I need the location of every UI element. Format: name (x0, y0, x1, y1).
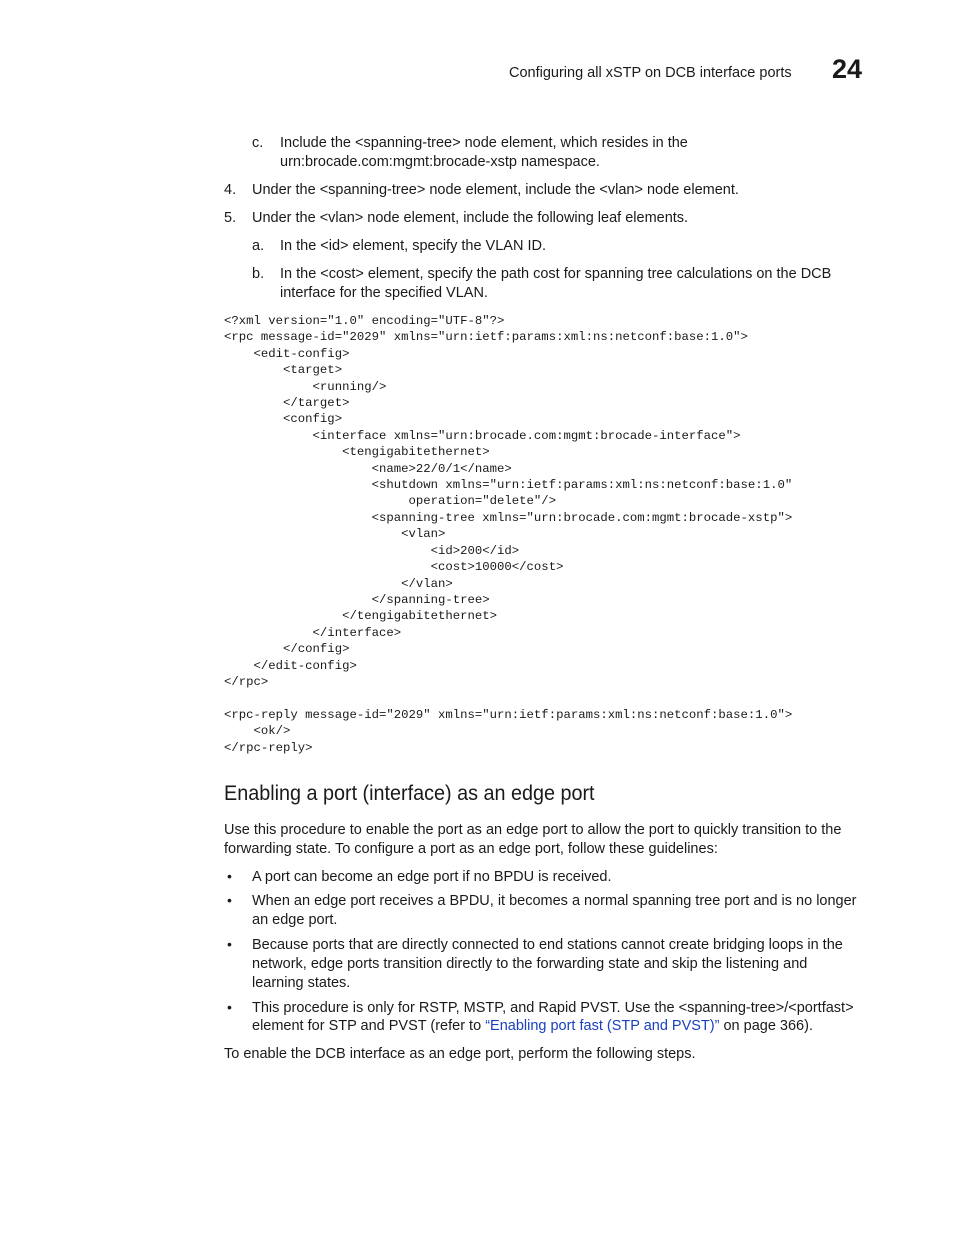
chapter-number: 24 (832, 54, 863, 84)
xml-code-example: <?xml version="1.0" encoding="UTF-8"?> <rpc message-id="2029" xmlns="urn:ietf:params:xml:ns:netconf:base:1.0"> <edit-config> <target> <running/> </target> <config> <interface xmlns="urn:brocade.com:mgmt:brocade-interface"> <tengigabitethernet> <name>22/0/1</name> <shutdown xmlns="urn:ietf:params:xml:ns:netconf:base:1.0" operation="delete"/> <spanning-tree xmlns="urn:brocade.com:mgmt:brocade-xstp"> <vlan> <id>200</id> <cost>10000</cost> </vlan> </spanning-tree> </tengigabitethernet> </interface> </config> </edit-config> </rpc> <rpc-reply message-id="2029" xmlns="urn:ietf:params:xml:ns:netconf:base:1.0"> <ok/> </rpc-reply> (224, 314, 793, 755)
step-4-marker: 4. (224, 182, 237, 198)
bullet-item-3-line2: network, edge ports transition directly to the forwarding state and skip the listening and (252, 956, 808, 972)
bullet-item-3-line1: Because ports that are directly connected to end stations cannot create bridging loops in the (252, 937, 843, 953)
bullet-item-2-line1: When an edge port receives a BPDU, it becomes a normal spanning tree port and is no longer (252, 893, 857, 909)
step-c-marker: c. (252, 135, 264, 151)
bullet-icon: • (227, 936, 232, 952)
bullet-item-4-line2-suffix: on page 366). (719, 1018, 813, 1034)
bullet-item-1: A port can become an edge port if no BPDU is received. (252, 869, 612, 885)
step-5-marker: 5. (224, 210, 237, 226)
bullet-icon: • (227, 868, 232, 884)
intro-paragraph-line2: forwarding state. To configure a port as an edge port, follow these guidelines: (224, 841, 718, 857)
intro-paragraph-line1: Use this procedure to enable the port as an edge port to allow the port to quickly transition to the (224, 822, 842, 838)
step-b-text-line1: In the <cost> element, specify the path cost for spanning tree calculations on the DCB (280, 266, 832, 282)
running-header-title: Configuring all xSTP on DCB interface ports (509, 65, 792, 81)
cross-reference-link[interactable]: “Enabling port fast (STP and PVST)” (485, 1018, 720, 1034)
step-4-text: Under the <spanning-tree> node element, include the <vlan> node element. (252, 182, 739, 198)
step-c-text-line2: urn:brocade.com:mgmt:brocade-xstp namespace. (280, 154, 600, 170)
step-b-text-line2: interface for the specified VLAN. (280, 285, 488, 301)
bullet-item-2-line2: an edge port. (252, 912, 338, 928)
step-a-text: In the <id> element, specify the VLAN ID. (280, 238, 546, 254)
outro-paragraph: To enable the DCB interface as an edge port, perform the following steps. (224, 1046, 696, 1062)
bullet-icon: • (227, 999, 232, 1015)
bullet-item-4-line2 (252, 1017, 813, 1036)
bullet-item-3-line3: learning states. (252, 975, 351, 991)
step-c-text-line1: Include the <spanning-tree> node element, which resides in the (280, 135, 688, 151)
bullet-icon: • (227, 892, 232, 908)
step-a-marker: a. (252, 238, 265, 254)
section-heading: Enabling a port (interface) as an edge port (224, 781, 595, 805)
step-b-marker: b. (252, 266, 265, 282)
bullet-item-4-line2-prefix: element for STP and PVST (refer to (252, 1018, 486, 1034)
step-5-text: Under the <vlan> node element, include the following leaf elements. (252, 210, 689, 226)
bullet-item-4-line1: This procedure is only for RSTP, MSTP, and Rapid PVST. Use the <spanning-tree>/<portfast> (252, 1000, 854, 1016)
